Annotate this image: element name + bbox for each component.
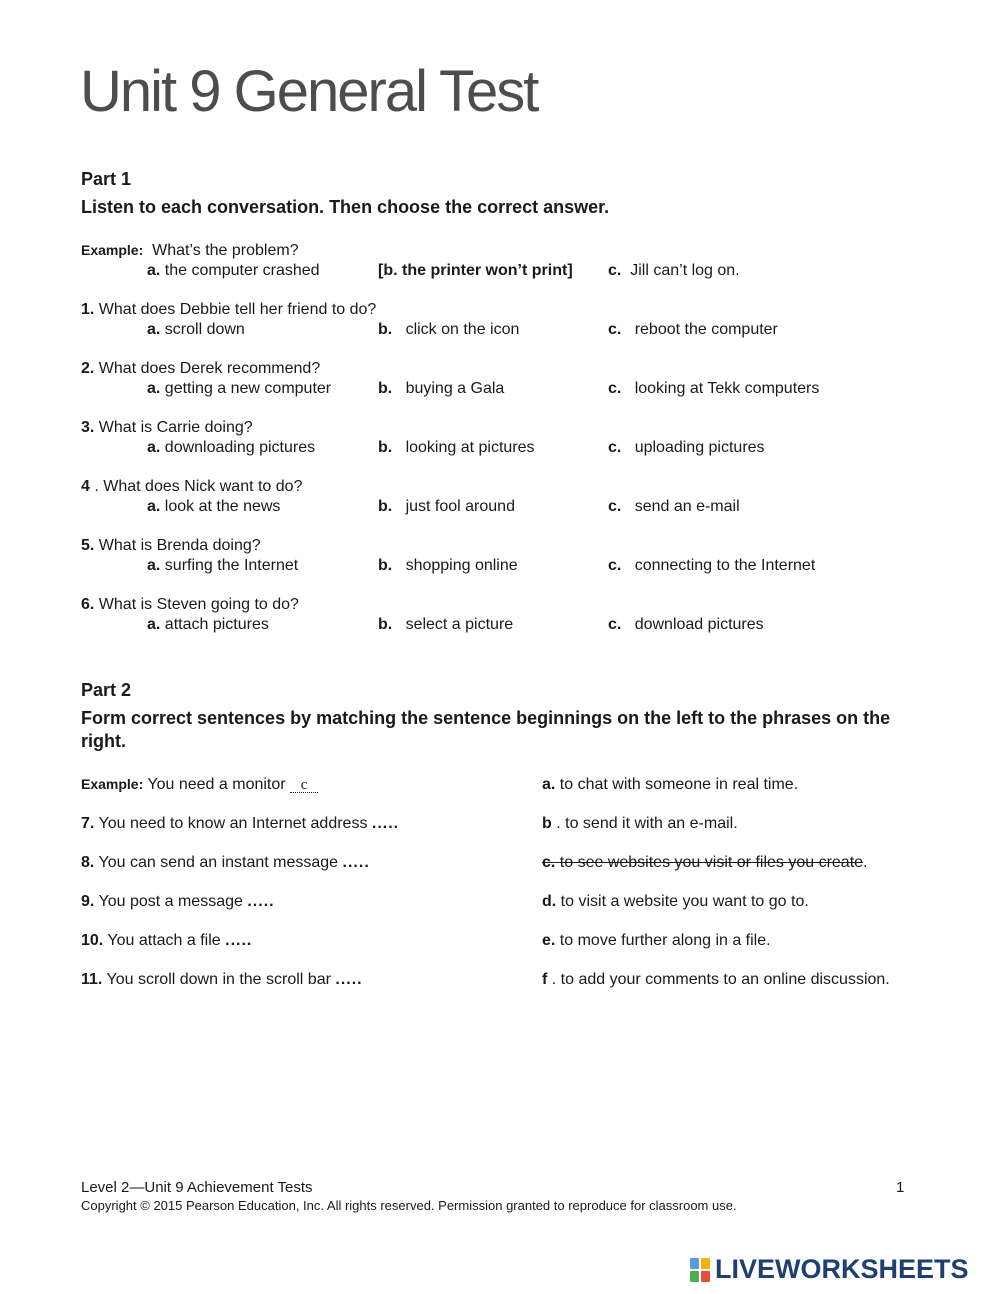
question-6-option-a[interactable]: a. attach pictures <box>147 616 269 633</box>
question-3: 3. What is Carrie doing? <box>81 419 253 436</box>
question-1-option-b[interactable]: b. click on the icon <box>378 321 520 338</box>
page-number: 1 <box>896 1179 905 1196</box>
question-3-option-a[interactable]: a. downloading pictures <box>147 439 316 456</box>
question-4: 4 . What does Nick want to do? <box>81 478 303 495</box>
part2-heading: Part 2 <box>81 680 132 700</box>
question-2-option-b[interactable]: b. buying a Gala <box>378 380 505 397</box>
logo-blocks-icon <box>690 1258 710 1282</box>
matching-item-8: 8. You can send an instant message ..... <box>81 854 370 871</box>
matching-item-7: 7. You need to know an Internet address ..... <box>81 815 400 832</box>
answer-blank[interactable]: ..... <box>335 971 363 988</box>
example-option-c: c. Jill can’t log on. <box>608 262 740 279</box>
example-option-b-answer: [b. the printer won’t print] <box>378 262 573 279</box>
matching-item-10: 10. You attach a file ..... <box>81 932 253 949</box>
matching-item-9: 9. You post a message ..... <box>81 893 275 910</box>
part1-heading: Part 1 <box>81 169 132 189</box>
question-2: 2. What does Derek recommend? <box>81 360 321 377</box>
question-5-option-c[interactable]: c. connecting to the Internet <box>608 557 816 574</box>
question-4-option-a[interactable]: a. look at the news <box>147 498 281 515</box>
matching-phrase-d: d. to visit a website you want to go to. <box>542 893 809 910</box>
question-4-option-b[interactable]: b. just fool around <box>378 498 515 515</box>
question-4-option-c[interactable]: c. send an e-mail <box>608 498 740 515</box>
matching-phrase-e: e. to move further along in a file. <box>542 932 771 949</box>
question-5: 5. What is Brenda doing? <box>81 537 261 554</box>
answer-blank[interactable]: ..... <box>342 854 370 871</box>
part2-instruction: Form correct sentences by matching the sentence beginnings on the left to the phrases on the right. <box>81 708 891 751</box>
matching-phrase-f: f . to add your comments to an online discussion. <box>542 971 890 988</box>
matching-item-11: 11. You scroll down in the scroll bar ..... <box>81 971 363 988</box>
example-answer-blank: c <box>290 778 318 793</box>
part2-example: Example: You need a monitor c <box>81 776 318 794</box>
question-3-option-c[interactable]: c. uploading pictures <box>608 439 765 456</box>
example-option-a: a. the computer crashed <box>147 262 320 279</box>
question-5-option-a[interactable]: a. surfing the Internet <box>147 557 299 574</box>
example-label: Example: <box>81 776 144 792</box>
question-6-option-b[interactable]: b. select a picture <box>378 616 514 633</box>
matching-phrase-c: c. to see websites you visit or files you create. <box>542 854 868 871</box>
logo-block <box>701 1258 710 1269</box>
example-label: Example: <box>81 242 144 258</box>
example-question-text: What’s the problem? <box>152 242 299 259</box>
question-1-option-a[interactable]: a. scroll down <box>147 321 245 338</box>
question-3-option-b[interactable]: b. looking at pictures <box>378 439 535 456</box>
matching-phrase-a: a. to chat with someone in real time. <box>542 776 799 793</box>
question-2-option-a[interactable]: a. getting a new computer <box>147 380 332 397</box>
question-5-option-b[interactable]: b. shopping online <box>378 557 518 574</box>
answer-blank[interactable]: ..... <box>247 893 275 910</box>
question-1-option-c[interactable]: c. reboot the computer <box>608 321 778 338</box>
logo-block <box>701 1271 710 1282</box>
logo-block <box>690 1271 699 1282</box>
question-6-option-c[interactable]: c. download pictures <box>608 616 764 633</box>
matching-phrase-b: b . to send it with an e-mail. <box>542 815 738 832</box>
logo-block <box>690 1258 699 1269</box>
copyright: Copyright © 2015 Pearson Education, Inc. All rights reserved. Permission granted to reproduce for classroom use. <box>81 1198 737 1213</box>
part1-example-question <box>81 242 299 260</box>
part1-instruction: Listen to each conversation. Then choose the correct answer. <box>81 197 610 217</box>
question-6: 6. What is Steven going to do? <box>81 596 299 613</box>
question-1: 1. What does Debbie tell her friend to do? <box>81 301 377 318</box>
answer-blank[interactable]: ..... <box>371 815 400 832</box>
page-title: Unit 9 General Test <box>80 59 538 124</box>
liveworksheets-logo: LIVEWORKSHEETS <box>690 1254 969 1285</box>
answer-blank[interactable]: ..... <box>225 932 253 949</box>
question-2-option-c[interactable]: c. looking at Tekk computers <box>608 380 820 397</box>
footer-title: Level 2—Unit 9 Achievement Tests <box>81 1179 313 1196</box>
